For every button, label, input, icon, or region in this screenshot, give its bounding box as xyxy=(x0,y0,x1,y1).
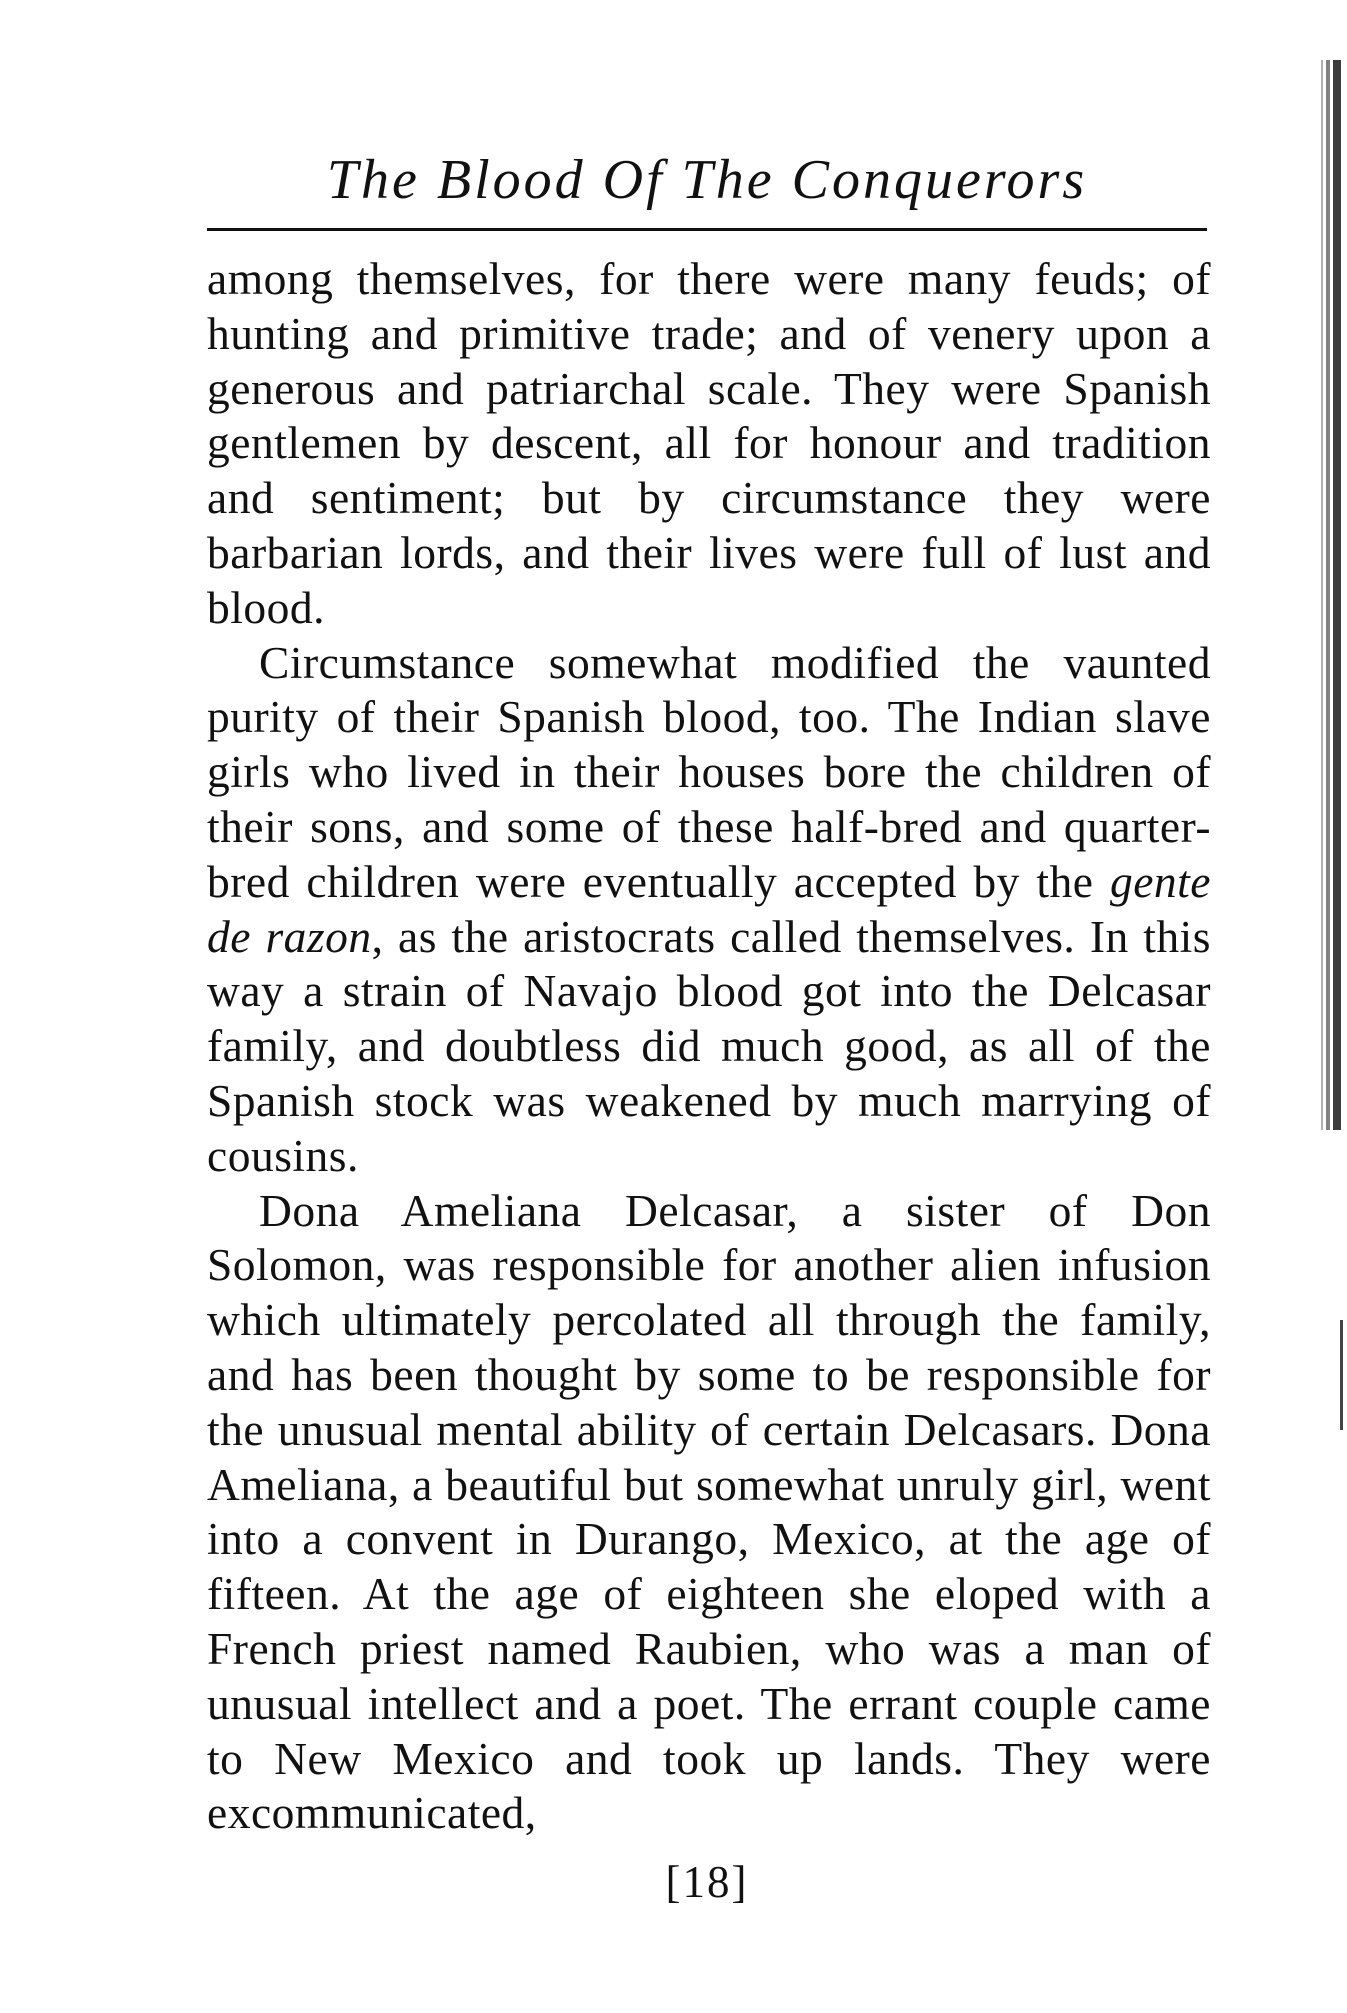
paragraph-2-text-end: , as the aristocrats called themselves. In this way a strain of Navajo blood got into the Delcasar family, and doubtless did much good, as all of the Spanish stock was weakened by much marrying of cousins. xyxy=(207,910,1211,1181)
header-rule xyxy=(207,228,1207,231)
paragraph-2-text-start: Circumstance somewhat modified the vaunted purity of their Spanish blood, too. The Indian slave girls who lived in their houses bore the children of their sons, and some of these half-bred and quarter-bred children were eventually accepted by the xyxy=(207,636,1211,907)
body-text xyxy=(207,252,1211,1841)
binding-stripe xyxy=(1326,60,1330,1130)
binding-stripe xyxy=(1321,60,1323,1130)
book-title: The Blood Of The Conquerors xyxy=(326,149,1088,211)
running-head xyxy=(207,140,1207,232)
page-number: [18] xyxy=(665,1857,749,1907)
binding-shadow xyxy=(1311,60,1347,1130)
edge-mark xyxy=(1340,1320,1343,1430)
paragraph-2 xyxy=(207,636,1211,1184)
paragraph-3: Dona Ameliana Delcasar, a sister of Don Solomon, was responsible for another alien infusion which ultimately percolated all through the family, and has been thought by some to be responsible for the unusual mental ability of certain Delcasars. Dona Ameliana, a beautiful but somewhat unruly girl, went into a convent in Durango, Mexico, at the age of fifteen. At the age of eighteen she eloped with a French priest named Raubien, who was a man of unusual intellect and a poet. The errant couple came to New Mexico and took up lands. They were excommunicated, xyxy=(207,1184,1211,1839)
italic-phrase: gente de razon xyxy=(207,855,1211,962)
binding-stripe xyxy=(1333,60,1341,1130)
paragraph-1: among themselves, for there were many feuds; of hunting and primitive trade; and of venery upon a generous and patriarchal scale. They were Spanish gentlemen by descent, all for honour and tradition and sentiment; but by circumstance they were barbarian lords, and their lives were full of lust and blood. xyxy=(207,253,1211,633)
